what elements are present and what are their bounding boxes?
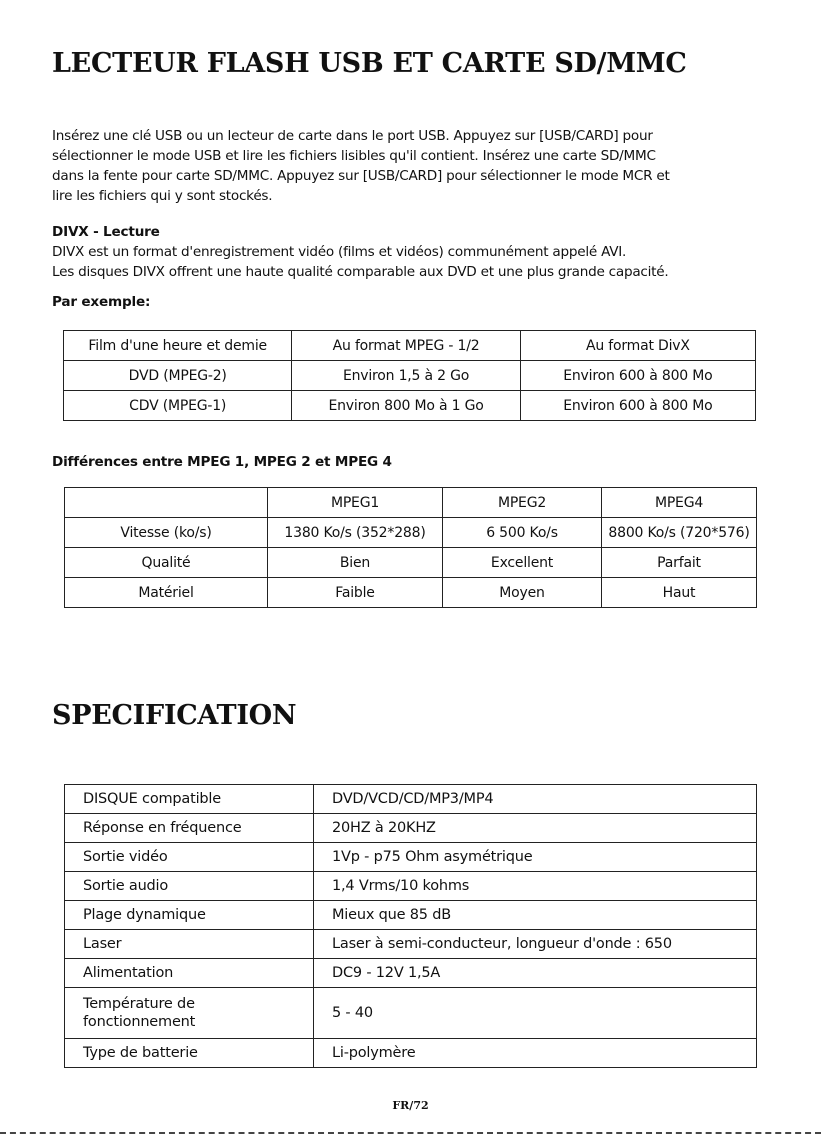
- table-row: [65, 988, 757, 1039]
- table-cell: 1380 Ko/s (352*288): [268, 518, 443, 548]
- spec-key: Plage dynamique: [65, 901, 314, 930]
- table-cell: MPEG1: [268, 488, 443, 518]
- divx-heading: DIVX - Lecture: [52, 224, 160, 240]
- spec-key: DISQUE compatible: [65, 785, 314, 814]
- intro-line: lire les fichiers qui y sont stockés.: [52, 188, 273, 204]
- divx-section: [52, 222, 668, 282]
- table-row: [65, 872, 757, 901]
- spec-value: Laser à semi-conducteur, longueur d'onde : 650: [314, 930, 757, 959]
- table-cell: Excellent: [443, 548, 602, 578]
- spec-value: Mieux que 85 dB: [314, 901, 757, 930]
- spec-key: Type de batterie: [65, 1039, 314, 1068]
- spec-value: Li-polymère: [314, 1039, 757, 1068]
- spec-table: [64, 784, 757, 1068]
- table-cell: 8800 Ko/s (720*576): [602, 518, 757, 548]
- intro-line: dans la fente pour carte SD/MMC. Appuyez sur [USB/CARD] pour sélectionner le mode MCR et: [52, 168, 670, 184]
- table-cell: DVD (MPEG-2): [64, 361, 292, 391]
- table-cell: MPEG2: [443, 488, 602, 518]
- table-cell: Moyen: [443, 578, 602, 608]
- table-cell: Qualité: [65, 548, 268, 578]
- table-cell: Parfait: [602, 548, 757, 578]
- table-row: [65, 814, 757, 843]
- mpeg-diff-table: [64, 487, 757, 608]
- table-cell: MPEG4: [602, 488, 757, 518]
- table-cell: Environ 600 à 800 Mo: [520, 361, 755, 391]
- table-row: [65, 518, 757, 548]
- table-row: [65, 843, 757, 872]
- table-cell: Au format DivX: [520, 331, 755, 361]
- spec-value: DC9 - 12V 1,5A: [314, 959, 757, 988]
- table-row: [65, 578, 757, 608]
- table-cell: Haut: [602, 578, 757, 608]
- page-number: FR/72: [392, 1099, 429, 1112]
- intro-line: Insérez une clé USB ou un lecteur de carte dans le port USB. Appuyez sur [USB/CARD] pour: [52, 128, 653, 144]
- spec-value: 5 - 40: [314, 988, 757, 1039]
- table-row: [65, 1039, 757, 1068]
- table-cell: Bien: [268, 548, 443, 578]
- table-cell: Film d'une heure et demie: [64, 331, 292, 361]
- table-row: [65, 548, 757, 578]
- table-row: [65, 959, 757, 988]
- table-row: [65, 785, 757, 814]
- table-cell: Matériel: [65, 578, 268, 608]
- spec-value: 1,4 Vrms/10 kohms: [314, 872, 757, 901]
- table-row: [65, 488, 757, 518]
- divx-line: DIVX est un format d'enregistrement vidéo (films et vidéos) communément appelé AVI.: [52, 244, 627, 260]
- spec-key: Laser: [65, 930, 314, 959]
- example-heading: Par exemple:: [52, 294, 151, 310]
- table-cell: 6 500 Ko/s: [443, 518, 602, 548]
- spec-title: SPECIFICATION: [52, 700, 297, 731]
- spec-key: Sortie audio: [65, 872, 314, 901]
- table-cell: CDV (MPEG-1): [64, 391, 292, 421]
- table-row: [64, 331, 756, 361]
- intro-paragraph: [52, 126, 792, 206]
- example-table: [63, 330, 756, 421]
- spec-value: 20HZ à 20KHZ: [314, 814, 757, 843]
- divx-line: Les disques DIVX offrent une haute qualité comparable aux DVD et une plus grande capacité.: [52, 264, 669, 280]
- table-cell: Environ 600 à 800 Mo: [520, 391, 755, 421]
- intro-line: sélectionner le mode USB et lire les fichiers lisibles qu'il contient. Insérez une carte SD/MMC: [52, 148, 656, 164]
- table-cell: [65, 488, 268, 518]
- table-row: [64, 361, 756, 391]
- table-cell: Faible: [268, 578, 443, 608]
- spec-key: Sortie vidéo: [65, 843, 314, 872]
- spec-value: 1Vp - p75 Ohm asymétrique: [314, 843, 757, 872]
- table-cell: Vitesse (ko/s): [65, 518, 268, 548]
- spec-value: DVD/VCD/CD/MP3/MP4: [314, 785, 757, 814]
- table-row: [65, 901, 757, 930]
- diff-heading: Différences entre MPEG 1, MPEG 2 et MPEG 4: [52, 454, 392, 470]
- spec-key: Alimentation: [65, 959, 314, 988]
- spec-key: Température de fonctionnement: [65, 988, 314, 1039]
- spec-key: Réponse en fréquence: [65, 814, 314, 843]
- table-cell: Environ 1,5 à 2 Go: [292, 361, 520, 391]
- page-edge-divider: [0, 1132, 821, 1134]
- page-title: LECTEUR FLASH USB ET CARTE SD/MMC: [52, 48, 687, 79]
- table-row: [65, 930, 757, 959]
- table-row: [64, 391, 756, 421]
- table-cell: Au format MPEG - 1/2: [292, 331, 520, 361]
- table-cell: Environ 800 Mo à 1 Go: [292, 391, 520, 421]
